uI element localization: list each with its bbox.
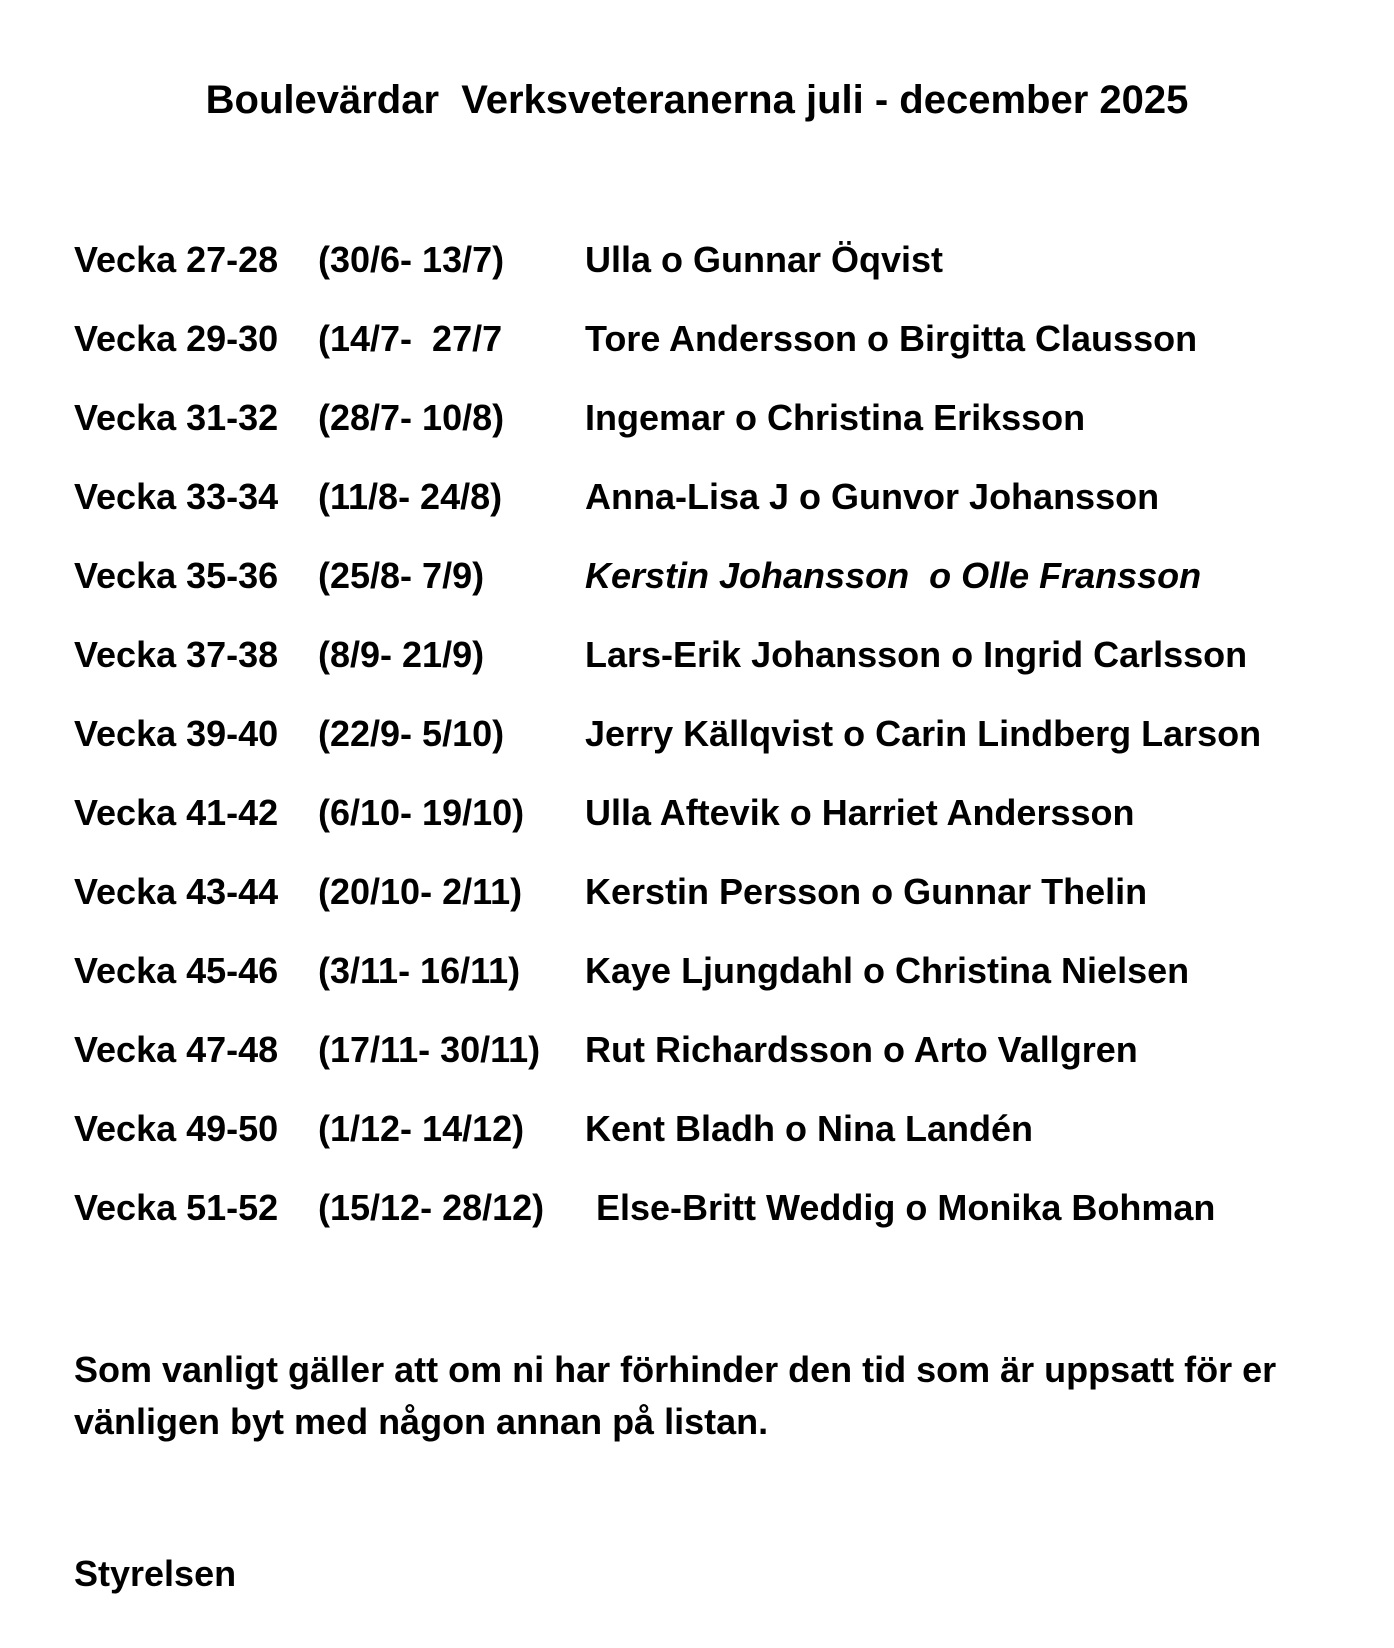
date-range: (15/12- 28/12) [318,1187,545,1228]
schedule-row [74,236,1364,315]
date-range: (17/11- 30/11) [318,1029,541,1070]
schedule-row [74,552,1364,631]
week-label: Vecka 43-44 [74,871,279,912]
week-label: Vecka 47-48 [74,1029,279,1070]
schedule-row [74,315,1364,394]
assigned-names: Kerstin Johansson o Olle Fransson [585,555,1202,596]
assigned-names: Ulla Aftevik o Harriet Andersson [585,792,1135,833]
schedule-row [74,868,1364,947]
date-range: (30/6- 13/7) [318,239,505,280]
assigned-names: Tore Andersson o Birgitta Clausson [585,318,1198,359]
page-title: Boulevärdar Verksveteranerna juli - december 2025 [205,78,1189,122]
week-label: Vecka 45-46 [74,950,279,991]
assigned-names: Rut Richardsson o Arto Vallgren [585,1029,1138,1070]
week-label: Vecka 49-50 [74,1108,279,1149]
week-label: Vecka 37-38 [74,634,279,675]
date-range: (25/8- 7/9) [318,555,485,596]
assigned-names: Kerstin Persson o Gunnar Thelin [585,871,1148,912]
week-label: Vecka 31-32 [74,397,279,438]
schedule-row [74,1026,1364,1105]
notice-text: Som vanligt gäller att om ni har förhinder den tid som är uppsatt för er vänligen byt med någon annan på listan. [74,1349,1277,1442]
assigned-names: Else-Britt Weddig o Monika Bohman [596,1187,1216,1228]
week-label: Vecka 35-36 [74,555,279,596]
assigned-names: Kent Bladh o Nina Landén [585,1108,1034,1149]
assigned-names: Jerry Källqvist o Carin Lindberg Larson [585,713,1262,754]
week-label: Vecka 27-28 [74,239,279,280]
signature: Styrelsen [74,1553,237,1594]
schedule-row [74,710,1364,789]
schedule-row [74,789,1364,868]
assigned-names: Ulla o Gunnar Öqvist [585,239,944,280]
date-range: (14/7- 27/7 [318,318,503,359]
schedule-row [74,1184,1364,1263]
assigned-names: Kaye Ljungdahl o Christina Nielsen [585,950,1190,991]
schedule-row [74,394,1364,473]
week-label: Vecka 41-42 [74,792,279,833]
schedule-row [74,473,1364,552]
week-label: Vecka 51-52 [74,1187,279,1228]
week-label: Vecka 33-34 [74,476,279,517]
assigned-names: Ingemar o Christina Eriksson [585,397,1086,438]
date-range: (8/9- 21/9) [318,634,485,675]
date-range: (6/10- 19/10) [318,792,525,833]
date-range: (28/7- 10/8) [318,397,505,438]
week-label: Vecka 39-40 [74,713,279,754]
week-label: Vecka 29-30 [74,318,279,359]
assigned-names: Lars-Erik Johansson o Ingrid Carlsson [585,634,1248,675]
schedule-row [74,631,1364,710]
schedule-row [74,947,1364,1026]
date-range: (20/10- 2/11) [318,871,523,912]
schedule-list [74,236,1364,1263]
assigned-names: Anna-Lisa J o Gunvor Johansson [585,476,1160,517]
schedule-row [74,1105,1364,1184]
date-range: (22/9- 5/10) [318,713,505,754]
date-range: (1/12- 14/12) [318,1108,525,1149]
date-range: (3/11- 16/11) [318,950,521,991]
date-range: (11/8- 24/8) [318,476,503,517]
